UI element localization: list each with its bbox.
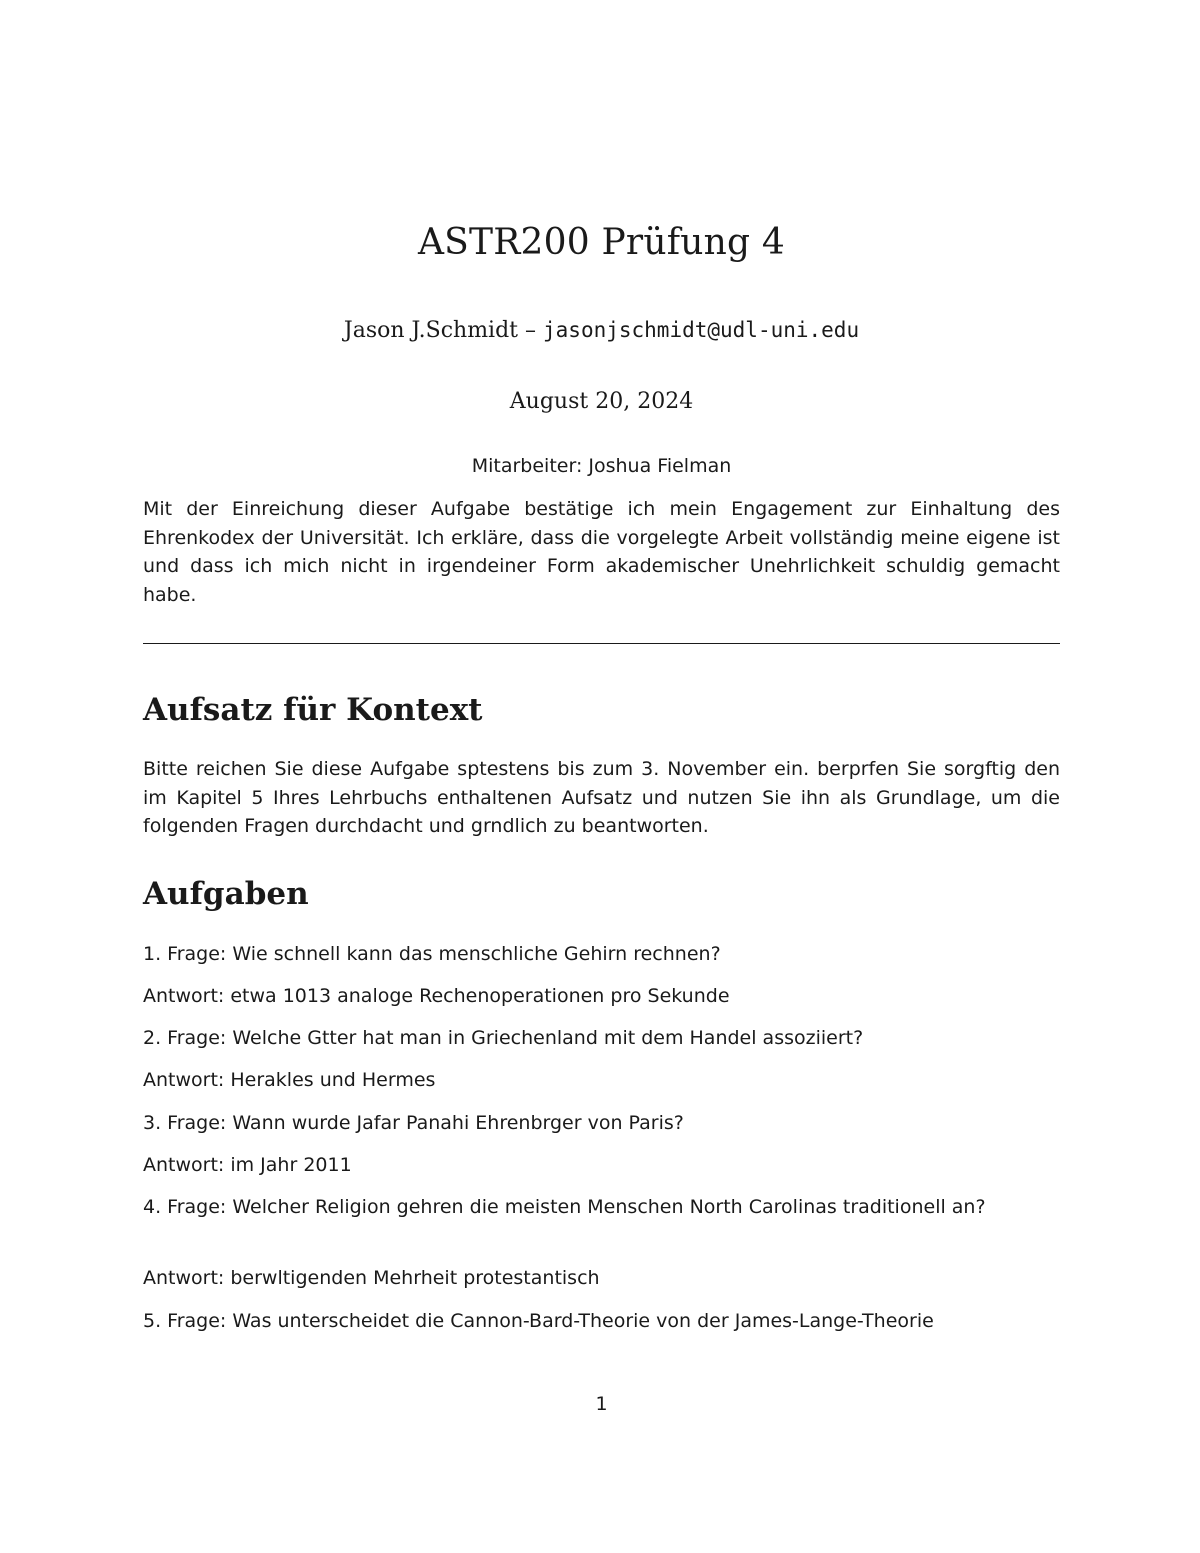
page-number: 1 [595,1393,608,1415]
answer-2: Antwort: Herakles und Hermes [143,1069,436,1091]
author-name: Jason J.Schmidt [343,318,519,343]
answer-3: Antwort: im Jahr 2011 [143,1154,352,1176]
author-separator: – [518,318,544,343]
author-email: jasonjschmidt@udl-uni.edu [543,318,860,342]
question-3: 3. Frage: Wann wurde Jafar Panahi Ehrenbrger von Paris? [143,1112,684,1134]
question-5: 5. Frage: Was unterscheidet die Cannon-Bard-Theorie von der James-Lange-Theorie [143,1310,934,1332]
tasks-heading: Aufgaben [143,876,309,912]
question-1: 1. Frage: Wie schnell kann das menschliche Gehirn rechnen? [143,943,721,965]
honor-statement: Mit der Einreichung dieser Aufgabe bestätige ich mein Engagement zur Einhaltung des Ehrenkodex der Universität. Ich erkläre, dass die vorgelegte Arbeit vollständig meine eigene ist und dass ich mich nicht in irgendeiner Form akademischer Unehrlichkeit schuldig gemacht habe. [143,498,1060,606]
document-page [143,0,1060,1553]
document-title: ASTR200 Prüfung 4 [417,222,786,263]
author-line [143,318,1060,343]
answer-1: Antwort: etwa 1013 analoge Rechenoperationen pro Sekunde [143,985,730,1007]
answer-4: Antwort: berwltigenden Mehrheit protestantisch [143,1267,600,1289]
question-4: 4. Frage: Welcher Religion gehren die meisten Menschen North Carolinas traditionell an? [143,1196,986,1218]
context-paragraph: Bitte reichen Sie diese Aufgabe sptestens bis zum 3. November ein. berprfen Sie sorgftig den im Kapitel 5 Ihres Lehrbuchs enthaltenen Aufsatz und nutzen Sie ihn als Grundlage, um die folgenden Fragen durchdacht und grndlich zu beantworten. [143,758,1060,837]
document-date: August 20, 2024 [509,389,694,414]
collaborator-line: Mitarbeiter: Joshua Fielman [471,455,732,477]
horizontal-rule [143,643,1060,644]
question-2: 2. Frage: Welche Gtter hat man in Griechenland mit dem Handel assoziiert? [143,1027,864,1049]
context-heading: Aufsatz für Kontext [143,692,483,728]
